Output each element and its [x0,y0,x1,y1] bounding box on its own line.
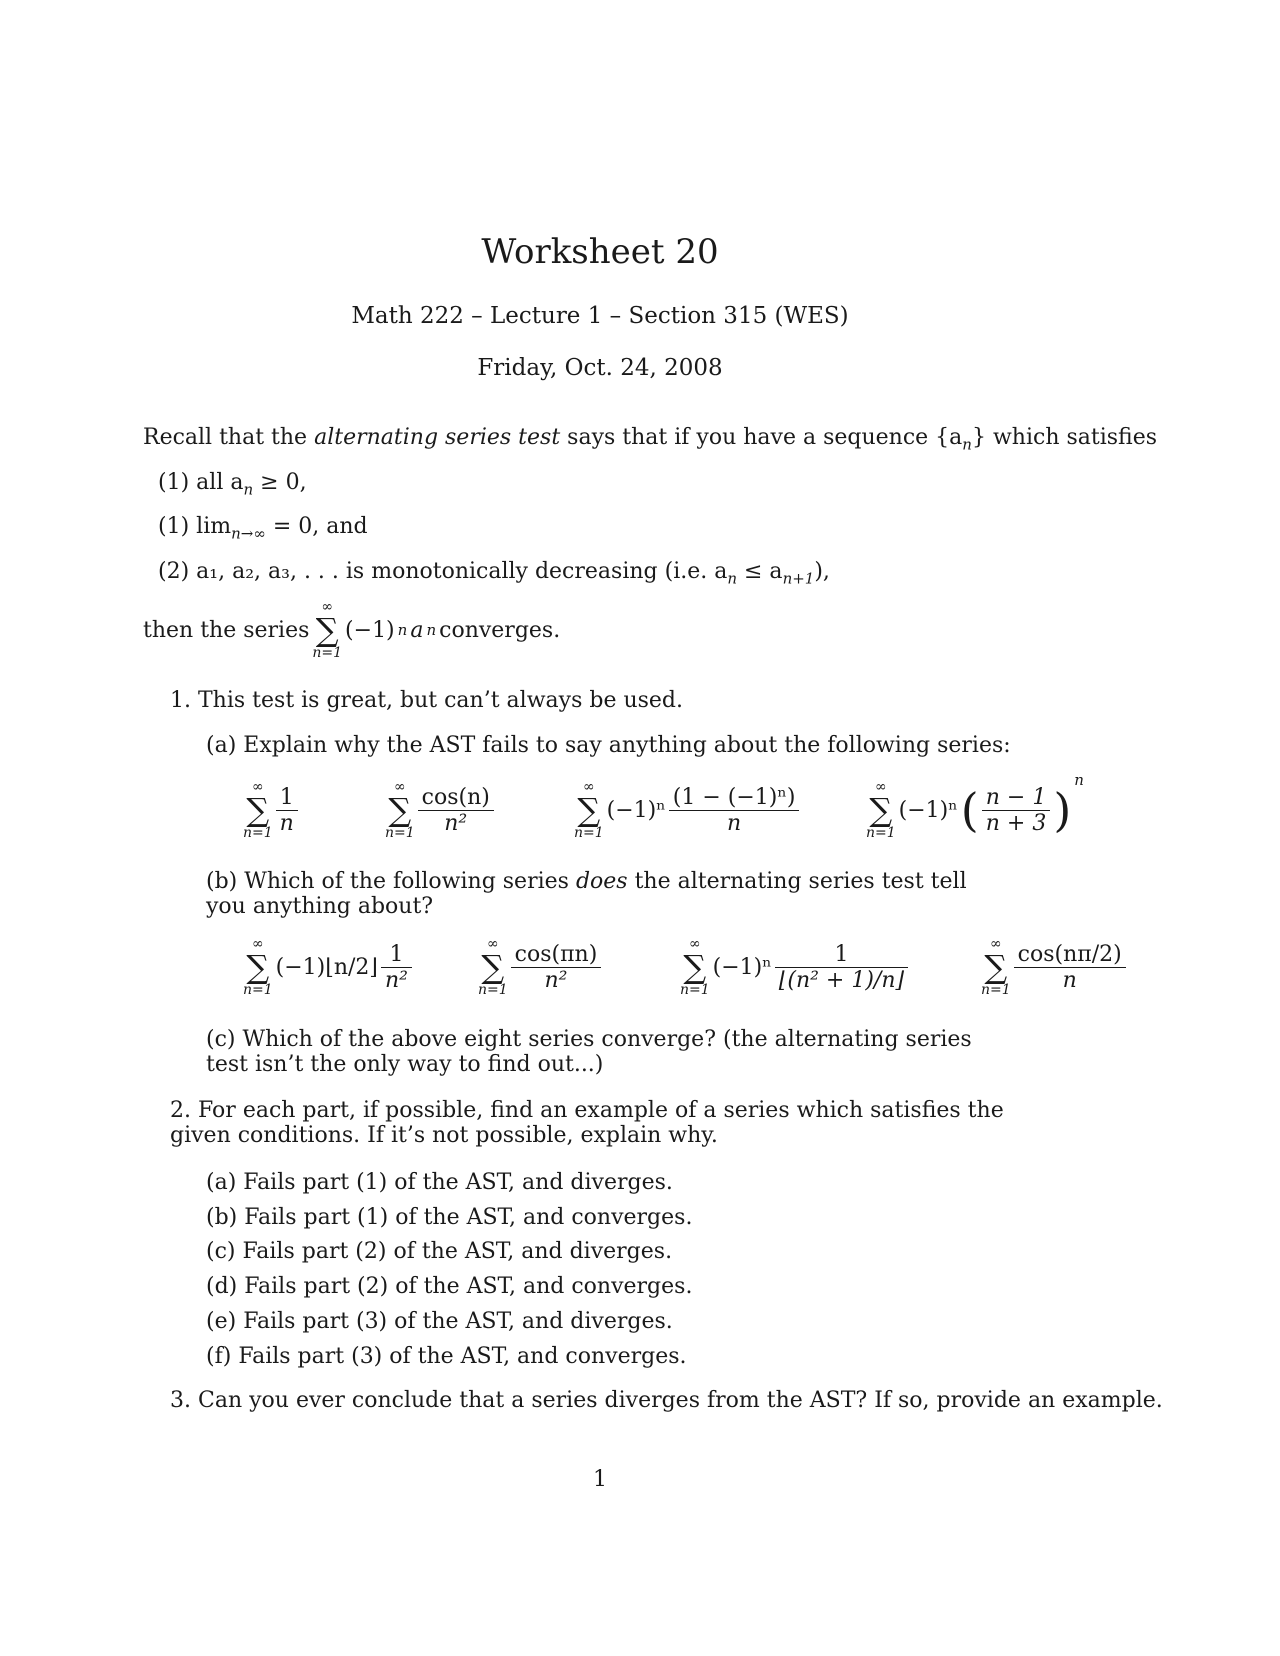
condition-3: (2) a₁, a₂, a₃, . . . is monotonically decreasing (i.e. $a_n \le a_{n+1}$), [158,559,830,588]
emphasis-does: does [575,869,628,894]
series-a-3: ∞ ∑ n=1 (−1)ⁿ $\frac{\text{(1 − (−1)ⁿ)}}{n}$ [574,780,799,840]
series-a-2: ∞ ∑ n=1 $\frac{\cos(n)}{\text{n²}}$ [385,780,494,840]
page-title: Worksheet 20 [481,232,719,272]
question-2e: (e) Fails part (3) of the AST, and diverges. [206,1309,673,1334]
question-1: 1. This test is great, but can’t always be used. [170,688,684,713]
question-1c: (c) Which of the above eight series converge? (the alternating series test isn’t the only way to find out...) [206,1027,972,1077]
date-line: Friday, Oct. 24, 2008 [477,355,723,381]
question-2b: (b) Fails part (1) of the AST, and converges. [206,1205,693,1230]
question-2c: (c) Fails part (2) of the AST, and diverges. [206,1239,673,1264]
series-a-1: ∞ ∑ n=1 $\frac{1}{n}$ [243,780,298,840]
conclusion-line: then the series ∞ ∑ n=1 (−1) n a n converges. [143,599,561,661]
condition-1: (1) all $a_n \ge 0$, [158,470,307,499]
course-line: Math 222 – Lecture 1 – Section 315 (WES) [351,303,849,329]
question-3: 3. Can you ever conclude that a series diverges from the AST? If so, provide an example. [170,1388,1163,1413]
question-1a: (a) Explain why the AST fails to say anything about the following series: [206,733,1011,758]
question-1b: (b) Which of the following series does the alternating series test tell you anything about? [206,869,967,919]
series-b-4: ∞ ∑ n=1 $\frac{\cos(n\pi/2)}{n}$ [981,937,1126,997]
series-b-3: ∞ ∑ n=1 (−1)ⁿ $\frac{1}{\text{⌊(n² + 1)/n⌋}}$ [680,937,908,997]
series-a-4: ∞ ∑ n=1 (−1)ⁿ ( $\frac{n - 1}{n + 3}$ ) n [866,771,1084,841]
question-2f: (f) Fails part (3) of the AST, and converges. [206,1344,687,1369]
question-2: 2. For each part, if possible, find an example of a series which satisfies the given conditions. If it’s not possible, explain why. [170,1098,1004,1148]
condition-2: (1) $\lim_{n\to\infty} = 0$, and [158,514,368,543]
series-b-1: ∞ ∑ n=1 (−1)⌊n/2⌋ $\frac{1}{\text{n²}}$ [243,937,412,997]
question-2d: (d) Fails part (2) of the AST, and converges. [206,1274,693,1299]
page-number: 1 [593,1467,607,1492]
sigma-symbol: ∞ ∑ n=1 [312,599,343,661]
series-b-2: ∞ ∑ n=1 $\frac{\cos(\pi n)}{\text{n²}}$ [478,937,601,997]
question-2a: (a) Fails part (1) of the AST, and diverges. [206,1170,673,1195]
term-ast: alternating series test [314,425,561,450]
intro-paragraph: Recall that the alternating series test says that if you have a sequence $\{a_n\}$ which satisfies [143,425,1158,454]
